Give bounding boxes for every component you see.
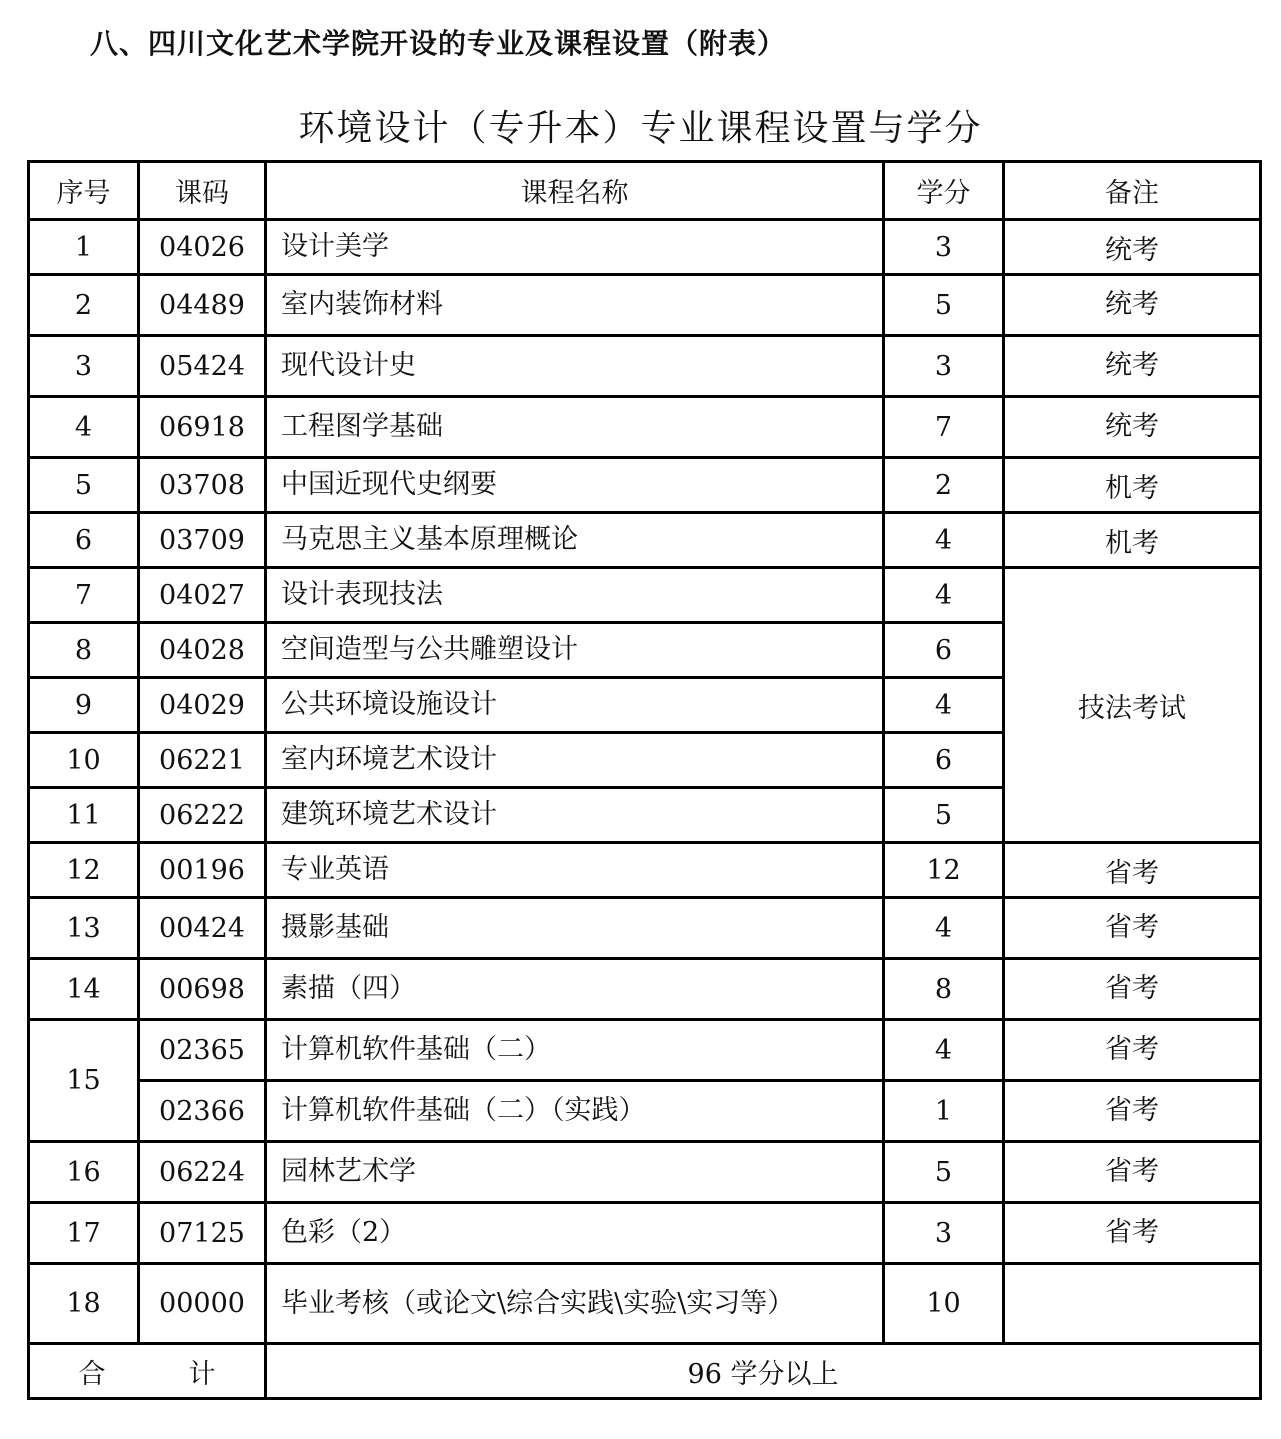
- cell-note: 省考: [1004, 1203, 1261, 1264]
- cell-code: 04489: [139, 275, 266, 336]
- cell-code: 03708: [139, 458, 266, 513]
- total-row: [29, 1344, 1261, 1399]
- cell-credits: 8: [884, 959, 1004, 1020]
- cell-note: 机考: [1004, 513, 1261, 568]
- cell-note: 统考: [1004, 275, 1261, 336]
- cell-note: 省考: [1004, 1142, 1261, 1203]
- cell-name: 设计表现技法: [266, 568, 884, 623]
- cell-code: 06224: [139, 1142, 266, 1203]
- table-title: 环境设计（专升本）专业课程设置与学分: [298, 108, 983, 149]
- cell-note-merged: 技法考试: [1004, 568, 1261, 843]
- cell-credits: 3: [884, 220, 1004, 275]
- cell-name: 毕业考核（或论文\综合实践\实验\实习等）: [266, 1264, 884, 1344]
- cell-code: 00000: [139, 1264, 266, 1344]
- cell-code: 05424: [139, 336, 266, 397]
- cell-code: 06221: [139, 733, 266, 788]
- cell-note: 省考: [1004, 898, 1261, 959]
- cell-name: 计算机软件基础（二）: [266, 1020, 884, 1081]
- cell-credits: 3: [884, 336, 1004, 397]
- cell-no: 5: [29, 458, 139, 513]
- cell-no: 11: [29, 788, 139, 843]
- cell-code: 00698: [139, 959, 266, 1020]
- cell-credits: 5: [884, 1142, 1004, 1203]
- cell-no: 2: [29, 275, 139, 336]
- header-no: 序号: [29, 162, 139, 220]
- cell-code: 02365: [139, 1020, 266, 1081]
- cell-no: 17: [29, 1203, 139, 1264]
- cell-no: 4: [29, 397, 139, 458]
- cell-note: 统考: [1004, 397, 1261, 458]
- cell-code: 04027: [139, 568, 266, 623]
- table-row: [29, 397, 1261, 458]
- cell-no: 14: [29, 959, 139, 1020]
- cell-credits: 2: [884, 458, 1004, 513]
- cell-name: 现代设计史: [266, 336, 884, 397]
- table-row: [29, 336, 1261, 397]
- cell-credits: 4: [884, 568, 1004, 623]
- cell-name: 室内环境艺术设计: [266, 733, 884, 788]
- header-note: 备注: [1004, 162, 1261, 220]
- cell-note: [1004, 1264, 1261, 1344]
- cell-note: 省考: [1004, 1081, 1261, 1142]
- cell-name: 园林艺术学: [266, 1142, 884, 1203]
- cell-no: 18: [29, 1264, 139, 1344]
- cell-no: 16: [29, 1142, 139, 1203]
- cell-name: 素描（四）: [266, 959, 884, 1020]
- cell-name: 室内装饰材料: [266, 275, 884, 336]
- cell-name: 工程图学基础: [266, 397, 884, 458]
- cell-no: 7: [29, 568, 139, 623]
- table-row: [29, 1020, 1261, 1081]
- cell-note: 省考: [1004, 843, 1261, 898]
- cell-credits: 5: [884, 275, 1004, 336]
- cell-credits: 6: [884, 623, 1004, 678]
- table-header-row: [29, 162, 1261, 220]
- cell-name: 色彩（2）: [266, 1203, 884, 1264]
- cell-code: 03709: [139, 513, 266, 568]
- cell-credits: 10: [884, 1264, 1004, 1344]
- table-row: [29, 959, 1261, 1020]
- course-table: [27, 160, 1262, 1400]
- cell-name: 空间造型与公共雕塑设计: [266, 623, 884, 678]
- table-row: [29, 1081, 1261, 1142]
- cell-note: 省考: [1004, 959, 1261, 1020]
- cell-no: 10: [29, 733, 139, 788]
- header-code: 课码: [139, 162, 266, 220]
- cell-credits: 5: [884, 788, 1004, 843]
- cell-credits: 7: [884, 397, 1004, 458]
- cell-credits: 4: [884, 898, 1004, 959]
- cell-no: 6: [29, 513, 139, 568]
- cell-name: 中国近现代史纲要: [266, 458, 884, 513]
- table-row: [29, 843, 1261, 898]
- cell-note: 统考: [1004, 220, 1261, 275]
- cell-name: 马克思主义基本原理概论: [266, 513, 884, 568]
- cell-name: 建筑环境艺术设计: [266, 788, 884, 843]
- cell-credits: 3: [884, 1203, 1004, 1264]
- cell-code: 04026: [139, 220, 266, 275]
- total-value: 96 学分以上: [266, 1344, 1261, 1399]
- cell-credits: 6: [884, 733, 1004, 788]
- cell-no: 3: [29, 336, 139, 397]
- cell-no: 12: [29, 843, 139, 898]
- cell-code: 04029: [139, 678, 266, 733]
- cell-credits: 4: [884, 513, 1004, 568]
- cell-name: 专业英语: [266, 843, 884, 898]
- cell-code: 06222: [139, 788, 266, 843]
- cell-credits: 4: [884, 678, 1004, 733]
- cell-note: 机考: [1004, 458, 1261, 513]
- cell-no: 9: [29, 678, 139, 733]
- total-label-right: 计: [188, 1358, 216, 1390]
- cell-code: 07125: [139, 1203, 266, 1264]
- cell-code: 00196: [139, 843, 266, 898]
- table-row: [29, 568, 1261, 623]
- cell-code: 04028: [139, 623, 266, 678]
- cell-no-merged: 15: [29, 1020, 139, 1142]
- cell-name: 摄影基础: [266, 898, 884, 959]
- cell-credits: 12: [884, 843, 1004, 898]
- cell-code: 00424: [139, 898, 266, 959]
- table-row: [29, 220, 1261, 275]
- cell-name: 设计美学: [266, 220, 884, 275]
- cell-credits: 4: [884, 1020, 1004, 1081]
- cell-credits: 1: [884, 1081, 1004, 1142]
- cell-name: 公共环境设施设计: [266, 678, 884, 733]
- cell-no: 8: [29, 623, 139, 678]
- cell-note: 统考: [1004, 336, 1261, 397]
- section-heading: 八、四川文化艺术学院开设的专业及课程设置（附表）: [90, 27, 787, 60]
- cell-note: 省考: [1004, 1020, 1261, 1081]
- table-row: [29, 898, 1261, 959]
- table-row: [29, 513, 1261, 568]
- header-credits: 学分: [884, 162, 1004, 220]
- cell-no: 1: [29, 220, 139, 275]
- cell-code: 02366: [139, 1081, 266, 1142]
- total-label-left: 合: [78, 1358, 106, 1390]
- cell-name: 计算机软件基础（二）（实践）: [266, 1081, 884, 1142]
- table-row: [29, 1142, 1261, 1203]
- header-name: 课程名称: [266, 162, 884, 220]
- table-row: [29, 1264, 1261, 1344]
- total-label: [29, 1344, 266, 1399]
- table-row: [29, 1203, 1261, 1264]
- table-row: [29, 275, 1261, 336]
- cell-code: 06918: [139, 397, 266, 458]
- table-row: [29, 458, 1261, 513]
- cell-no: 13: [29, 898, 139, 959]
